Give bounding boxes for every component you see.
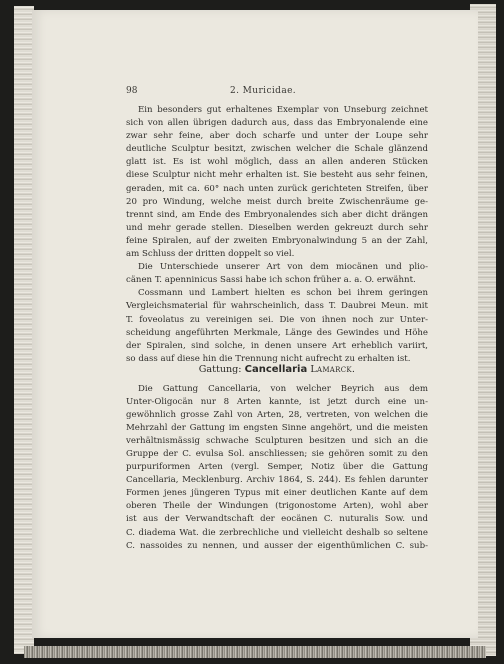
text-line: zwar sehr feine, aber doch scharfe und unter der Loupe sehr — [126, 131, 428, 142]
text-line: geraden, mit ca. 60° nach unten zurück gerichteten Streifen, über — [126, 183, 428, 194]
text-line: Mehrzahl der Gattung im engsten Sinne angehört, und die meisten — [126, 423, 428, 434]
book-page-edges-bottom — [24, 646, 486, 658]
text-line: C. nassoides zu nennen, und ausser der eigenthümlichen C. sub- — [126, 540, 428, 551]
text-line: cänen T. apenninicus Sassi habe ich schon früher a. a. O. erwähnt. — [126, 275, 416, 286]
text-line: Die Unterschiede unserer Art von dem miocänen und plio- — [138, 262, 428, 273]
text-line: verhältnismässig schwache Sculpturen besitzen und sich an die — [126, 436, 428, 447]
page-number: 98 — [126, 86, 138, 96]
running-head: 2. Muricidae. — [230, 86, 297, 96]
text-line: Vergleichsmaterial für wahrscheinlich, dass T. Daubrei Meun. mit — [126, 301, 428, 312]
text-line: Cossmann und Lambert hielten es schon bei ihrem geringen — [138, 288, 428, 299]
book-page-edges-left — [14, 6, 34, 654]
text-line: am Schluss der dritten doppelt so viel. — [126, 249, 295, 260]
text-line: Gruppe der C. evulsa Sol. anschliessen; sie gehören somit zu den — [126, 449, 428, 460]
heading-author: Lamarck. — [310, 364, 356, 375]
text-line: Cancellaria, Mecklenburg. Archiv 1864, S. 244). Es fehlen darunter — [126, 475, 428, 486]
text-line: Die Gattung Cancellaria, von welcher Beyrich aus dem — [138, 384, 428, 394]
text-line: glatt ist. Es ist wohl möglich, dass an allen anderen Stücken — [126, 157, 428, 168]
text-line: gewöhnlich grosse Zahl von Arten, 28, vertreten, von welchen die — [126, 410, 428, 421]
text-line: Ein besonders gut erhaltenes Exemplar von Unseburg zeichnet — [138, 105, 428, 115]
text-line: deutliche Sculptur besitzt, zwischen welcher die Schale glänzend — [126, 144, 428, 155]
section-heading — [126, 364, 428, 375]
text-line: C. diadema Wat. die zerbrechliche und vielleicht deshalb so seltene — [126, 527, 428, 538]
text-line: T. foveolatus zu vereinigen sei. Die von ihnen noch zur Unter- — [126, 314, 428, 325]
text-line: purpuriformen Arten (vergl. Semper, Notiz über die Gattung — [126, 462, 428, 473]
text-line: trennt sind, am Ende des Embryonalendes sich aber dicht drängen — [126, 209, 428, 220]
text-line: sich von allen übrigen dadurch aus, dass das Embryonalende eine — [126, 118, 428, 129]
text-line: Formen jenes jüngeren Typus mit einer deutlichen Kante auf dem — [126, 488, 428, 499]
heading-prefix: Gattung: — [198, 364, 242, 375]
text-line: oberen Theile der Windungen (trigonostome Arten), wohl aber — [126, 501, 428, 512]
text-line: ist aus der Verwandtschaft der eocänen C. nuturalis Sow. und — [126, 514, 428, 525]
heading-genus: Cancellaria — [244, 364, 308, 375]
text-line: feine Spiralen, auf der zweiten Embryonalwindung 5 an der Zahl, — [126, 235, 428, 246]
paragraph — [126, 261, 428, 287]
text-line: so dass auf diese hin die Trennung nicht aufrecht zu erhalten ist. — [126, 353, 411, 364]
text-line: Unter-Oligocän nur 8 Arten kannte, ist jetzt durch eine un- — [126, 397, 428, 408]
body-text-bottom — [126, 383, 428, 553]
text-line: diese Sculptur nicht mehr erhalten ist. Sie besteht aus sehr feinen, — [126, 170, 428, 181]
body-text-top — [126, 104, 428, 366]
text-line: und mehr gerade stellen. Dieselben werden gekreuzt durch sehr — [126, 222, 428, 233]
paragraph — [126, 104, 428, 261]
paragraph — [126, 287, 428, 366]
text-line: der Spiralen, sind solche, in denen unsere Art erheblich variirt, — [126, 340, 428, 351]
text-line: 20 pro Windung, welche meist durch breite Zwischenräume ge- — [126, 196, 428, 207]
text-line: scheidung angeführten Merkmale, Länge des Gewindes und Höhe — [126, 327, 428, 338]
